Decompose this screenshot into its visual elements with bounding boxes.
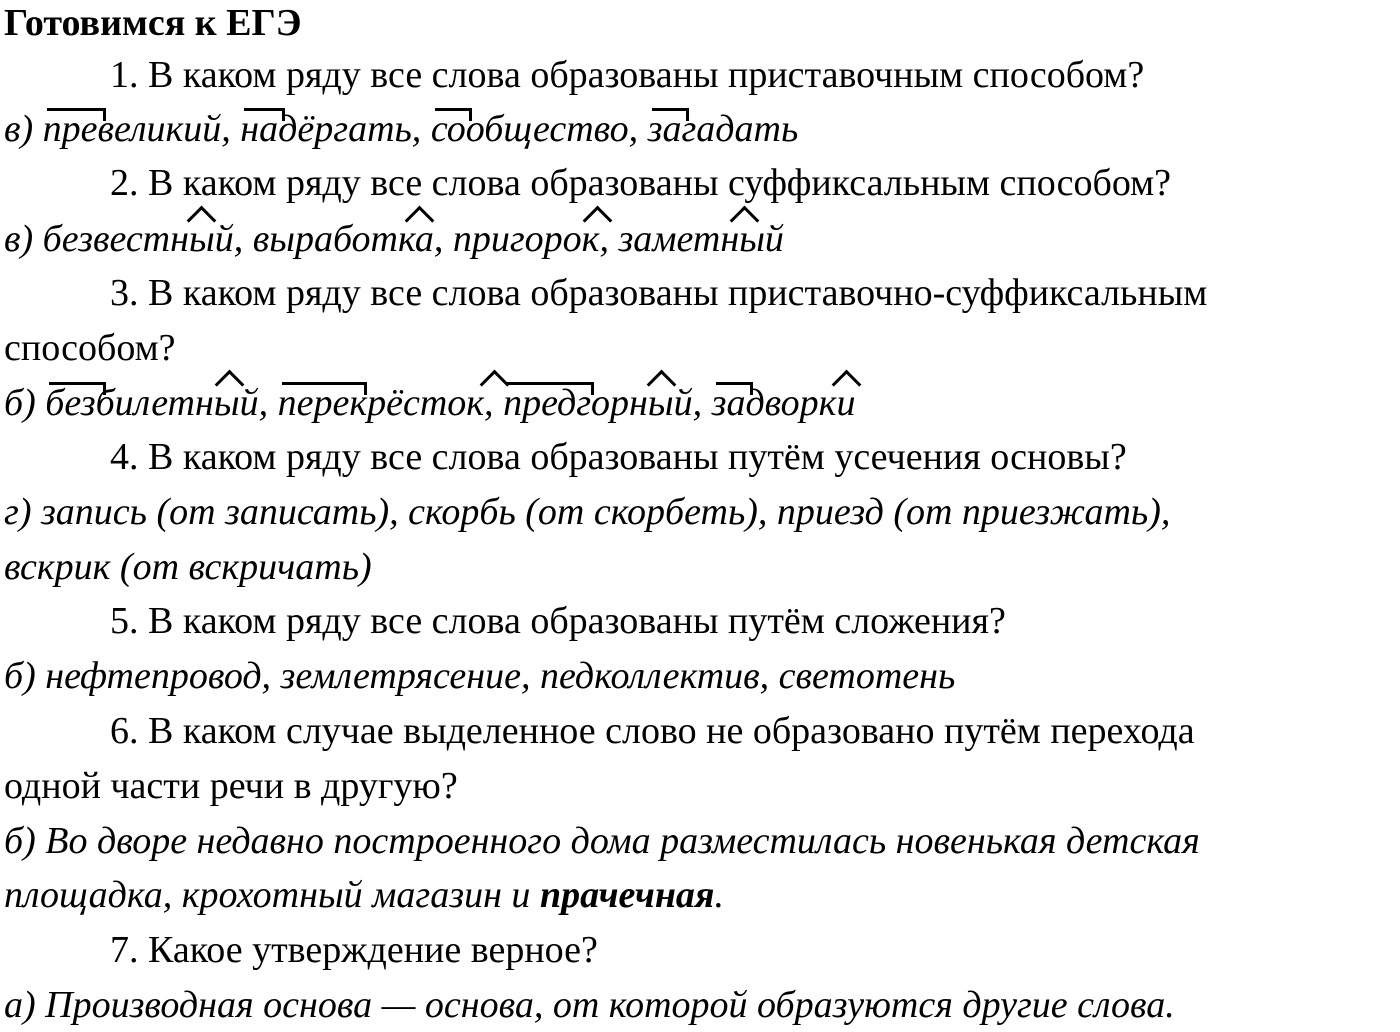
highlighted-word: прачечная — [539, 874, 715, 916]
question-1: 1. В каком ряду все слова образованы приставочным способом? — [110, 54, 1145, 96]
answer-6-line-2-pre: площадка, крохотный магазин и — [4, 874, 531, 916]
question-2: 2. В каком ряду все слова образованы суффиксальным способом? — [110, 162, 1172, 204]
answer-3-word-4-wrap — [712, 380, 856, 426]
answer-3-word-1-wrap — [45, 380, 268, 426]
question-3: 3. В каком ряду все слова образованы приставочно-суффиксальным — [110, 272, 1208, 314]
answer-2 — [4, 216, 784, 262]
answer-3-word-3-wrap — [503, 380, 702, 426]
answer-2-word-2-wrap — [253, 216, 444, 262]
answer-2-word-1: безвестный, — [42, 218, 244, 260]
answer-6-line-2 — [4, 872, 724, 918]
answer-2-word-1-wrap — [43, 216, 244, 262]
answer-1 — [4, 106, 798, 152]
answer-6-line-2-post: . — [714, 874, 724, 916]
question-6-cont: одной части речи в другую? — [4, 765, 458, 807]
question-7: 7. Какое утверждение верное? — [110, 929, 598, 971]
answer-1-letter: в) — [4, 108, 34, 150]
answer-1-word-2: надёргать, — [240, 108, 422, 150]
answer-7: а) Производная основа — основа, от которой образуются другие слова. — [4, 984, 1175, 1026]
question-4: 4. В каком ряду все слова образованы путём усечения основы? — [110, 436, 1127, 478]
answer-2-word-4-wrap — [618, 216, 783, 262]
answer-3-word-4: задворки — [711, 382, 856, 424]
page-title: Готовимся к ЕГЭ — [4, 2, 302, 44]
answer-1-word-3: сообщество, — [430, 108, 639, 150]
answer-6-line-1: б) Во дворе недавно построенного дома разместилась новенькая детская — [4, 820, 1200, 862]
answer-4-line-2: вскрик (от вскричать) — [4, 546, 372, 588]
answer-3-word-2: перекрёсток, — [277, 382, 494, 424]
answer-3-word-1: безбилетный, — [45, 382, 269, 424]
question-6: 6. В каком случае выделенное слово не образовано путём перехода — [110, 710, 1195, 752]
answer-3-word-3: предгорный, — [503, 382, 703, 424]
answer-4-line-1: г) запись (от записать), скорбь (от скорбеть), приезд (от приезжать), — [4, 491, 1171, 533]
answer-3-letter: б) — [4, 382, 36, 424]
answer-2-word-3-wrap — [453, 216, 609, 262]
question-5: 5. В каком ряду все слова образованы путём сложения? — [110, 600, 1006, 642]
answer-5: б) нефтепровод, землетрясение, педколлектив, светотень — [4, 655, 956, 697]
answer-1-word-1: превеликий, — [42, 108, 231, 150]
answer-2-word-2: выработка, — [252, 218, 444, 260]
answer-1-word-4: загадать — [647, 108, 799, 150]
answer-3-word-2-wrap — [278, 380, 494, 426]
question-3-cont: способом? — [4, 327, 176, 369]
answer-2-word-4: заметный — [618, 218, 784, 260]
answer-2-word-3: пригорок, — [452, 218, 609, 260]
answer-2-letter: в) — [4, 218, 34, 260]
answer-3 — [4, 380, 855, 426]
